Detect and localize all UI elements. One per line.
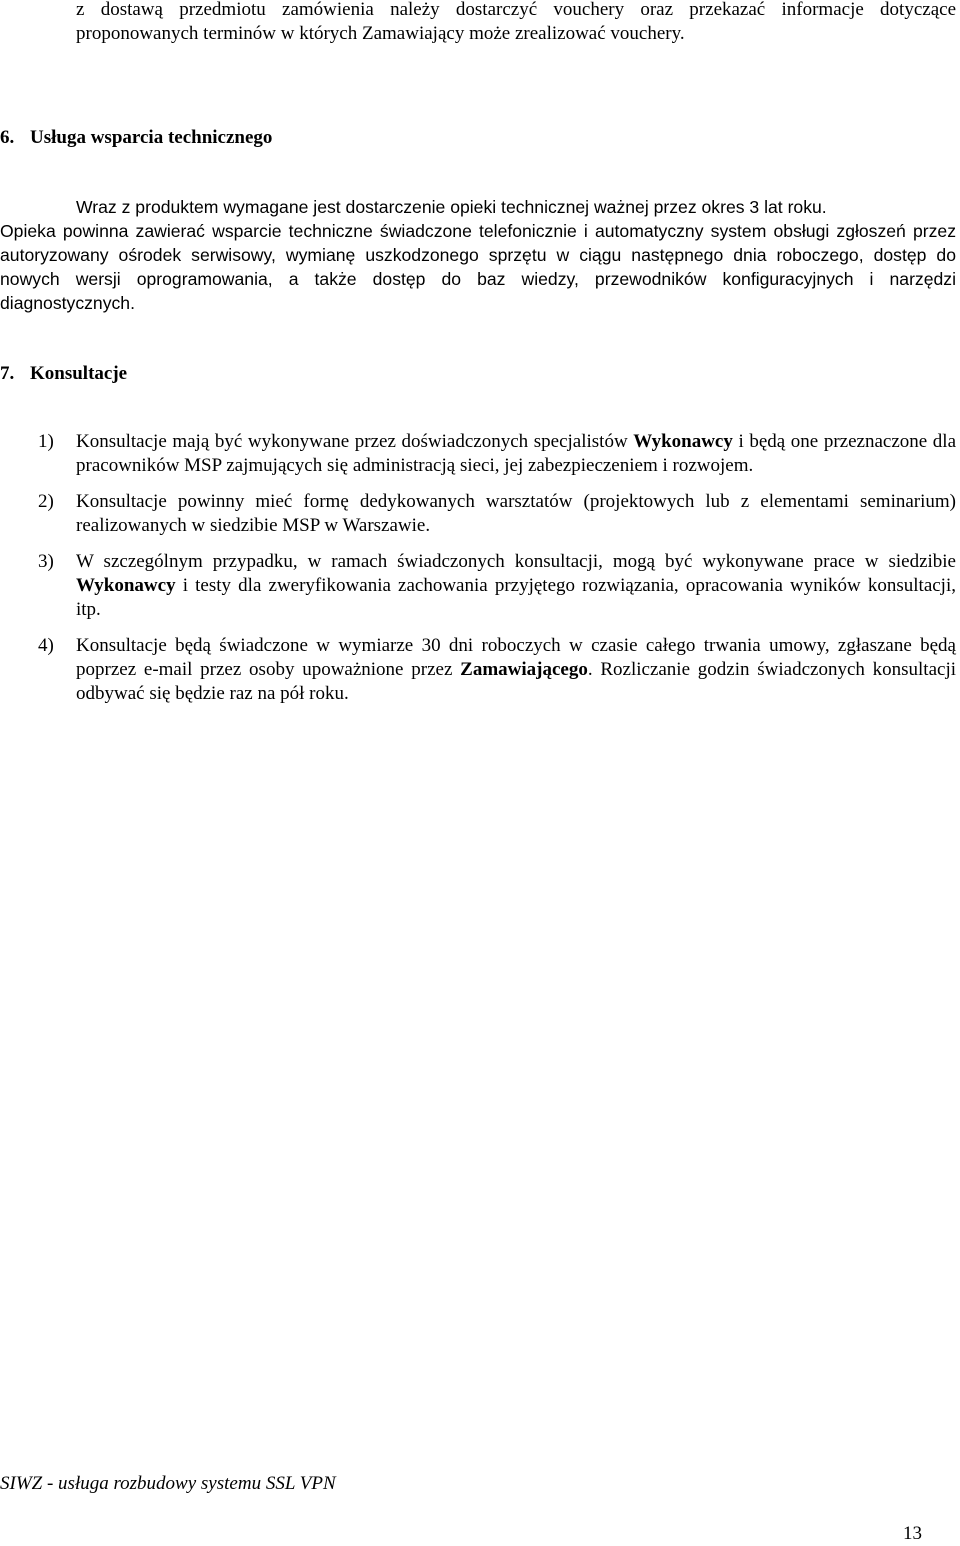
- text-run: . Rozliczanie godzin świadczonych konsultacji odbywać się będzie raz na pół roku.: [76, 659, 957, 704]
- list-item-text: [76, 491, 956, 536]
- page-number: 13: [903, 1523, 922, 1544]
- list-item: [0, 430, 956, 478]
- section-7-heading: [0, 362, 127, 386]
- section-6-heading: [0, 126, 272, 150]
- section-6-title: Usługa wsparcia technicznego: [30, 127, 273, 148]
- text-run: Konsultacje powinny mieć formę dedykowanych warsztatów (projektowych lub z elementami seminarium) realizowanych w siedzibie MSP w Warszawie.: [76, 491, 956, 536]
- list-item-number: 1): [38, 431, 54, 452]
- text-run: Konsultacje będą świadczone w wymiarze 30 dni roboczych w czasie całego trwania umowy, zgłaszane będą poprzez e-mail przez osoby upoważnione przez: [76, 635, 956, 680]
- section-6-paragraph-first-line: Wraz z produktem wymagane jest dostarczenie opieki technicznej ważnej przez okres 3 lat roku.: [76, 197, 827, 217]
- list-item-number: 2): [38, 491, 54, 512]
- footer-document-title: SIWZ - usługa rozbudowy systemu SSL VPN: [0, 1473, 336, 1494]
- bold-run: Zamawiającego: [460, 659, 588, 680]
- list-item: [0, 490, 956, 538]
- consultation-list: [0, 430, 956, 718]
- section-6-number: 6.: [0, 127, 15, 148]
- section-6-paragraph-rest: Opieka powinna zawierać wsparcie techniczne świadczone telefonicznie i automatyczny system obsługi zgłoszeń przez autoryzowany ośrodek serwisowy, wymianę uszkodzonego sprzętu w ciągu następnego dnia roboczego, dostęp do nowych wersji oprogramowania, a także dostęp do baz wiedzy, przewodników konfiguracyjnych i narzędzi diagnostycznych.: [0, 221, 956, 313]
- list-item-number: 4): [38, 635, 54, 656]
- list-item-text: [76, 431, 956, 476]
- list-item-number: 3): [38, 551, 54, 572]
- list-item: [0, 634, 956, 706]
- text-run: W szczególnym przypadku, w ramach świadczonych konsultacji, mogą być wykonywane prace w siedzibie: [76, 551, 956, 572]
- list-item-text: [76, 551, 956, 620]
- bold-run: Wykonawcy: [633, 431, 733, 452]
- bold-run: Wykonawcy: [76, 575, 176, 596]
- section-7-number: 7.: [0, 363, 15, 384]
- text-run: i będą one przeznaczone dla pracowników MSP zajmujących się administracją sieci, jej zabezpieczeniem i rozwojem.: [76, 431, 957, 476]
- text-run: i testy dla zweryfikowania zachowania przyjętego rozwiązania, opracowania wyników konsultacji, itp.: [76, 575, 956, 620]
- section-7-title: Konsultacje: [30, 363, 128, 384]
- list-item: [0, 550, 956, 622]
- text-run: Konsultacje mają być wykonywane przez doświadczonych specjalistów: [76, 431, 634, 452]
- list-item-text: [76, 635, 956, 704]
- continuation-paragraph: z dostawą przedmiotu zamówienia należy dostarczyć vouchery oraz przekazać informacje dotyczące proponowanych terminów w których Zamawiający może zrealizować vouchery.: [76, 0, 956, 44]
